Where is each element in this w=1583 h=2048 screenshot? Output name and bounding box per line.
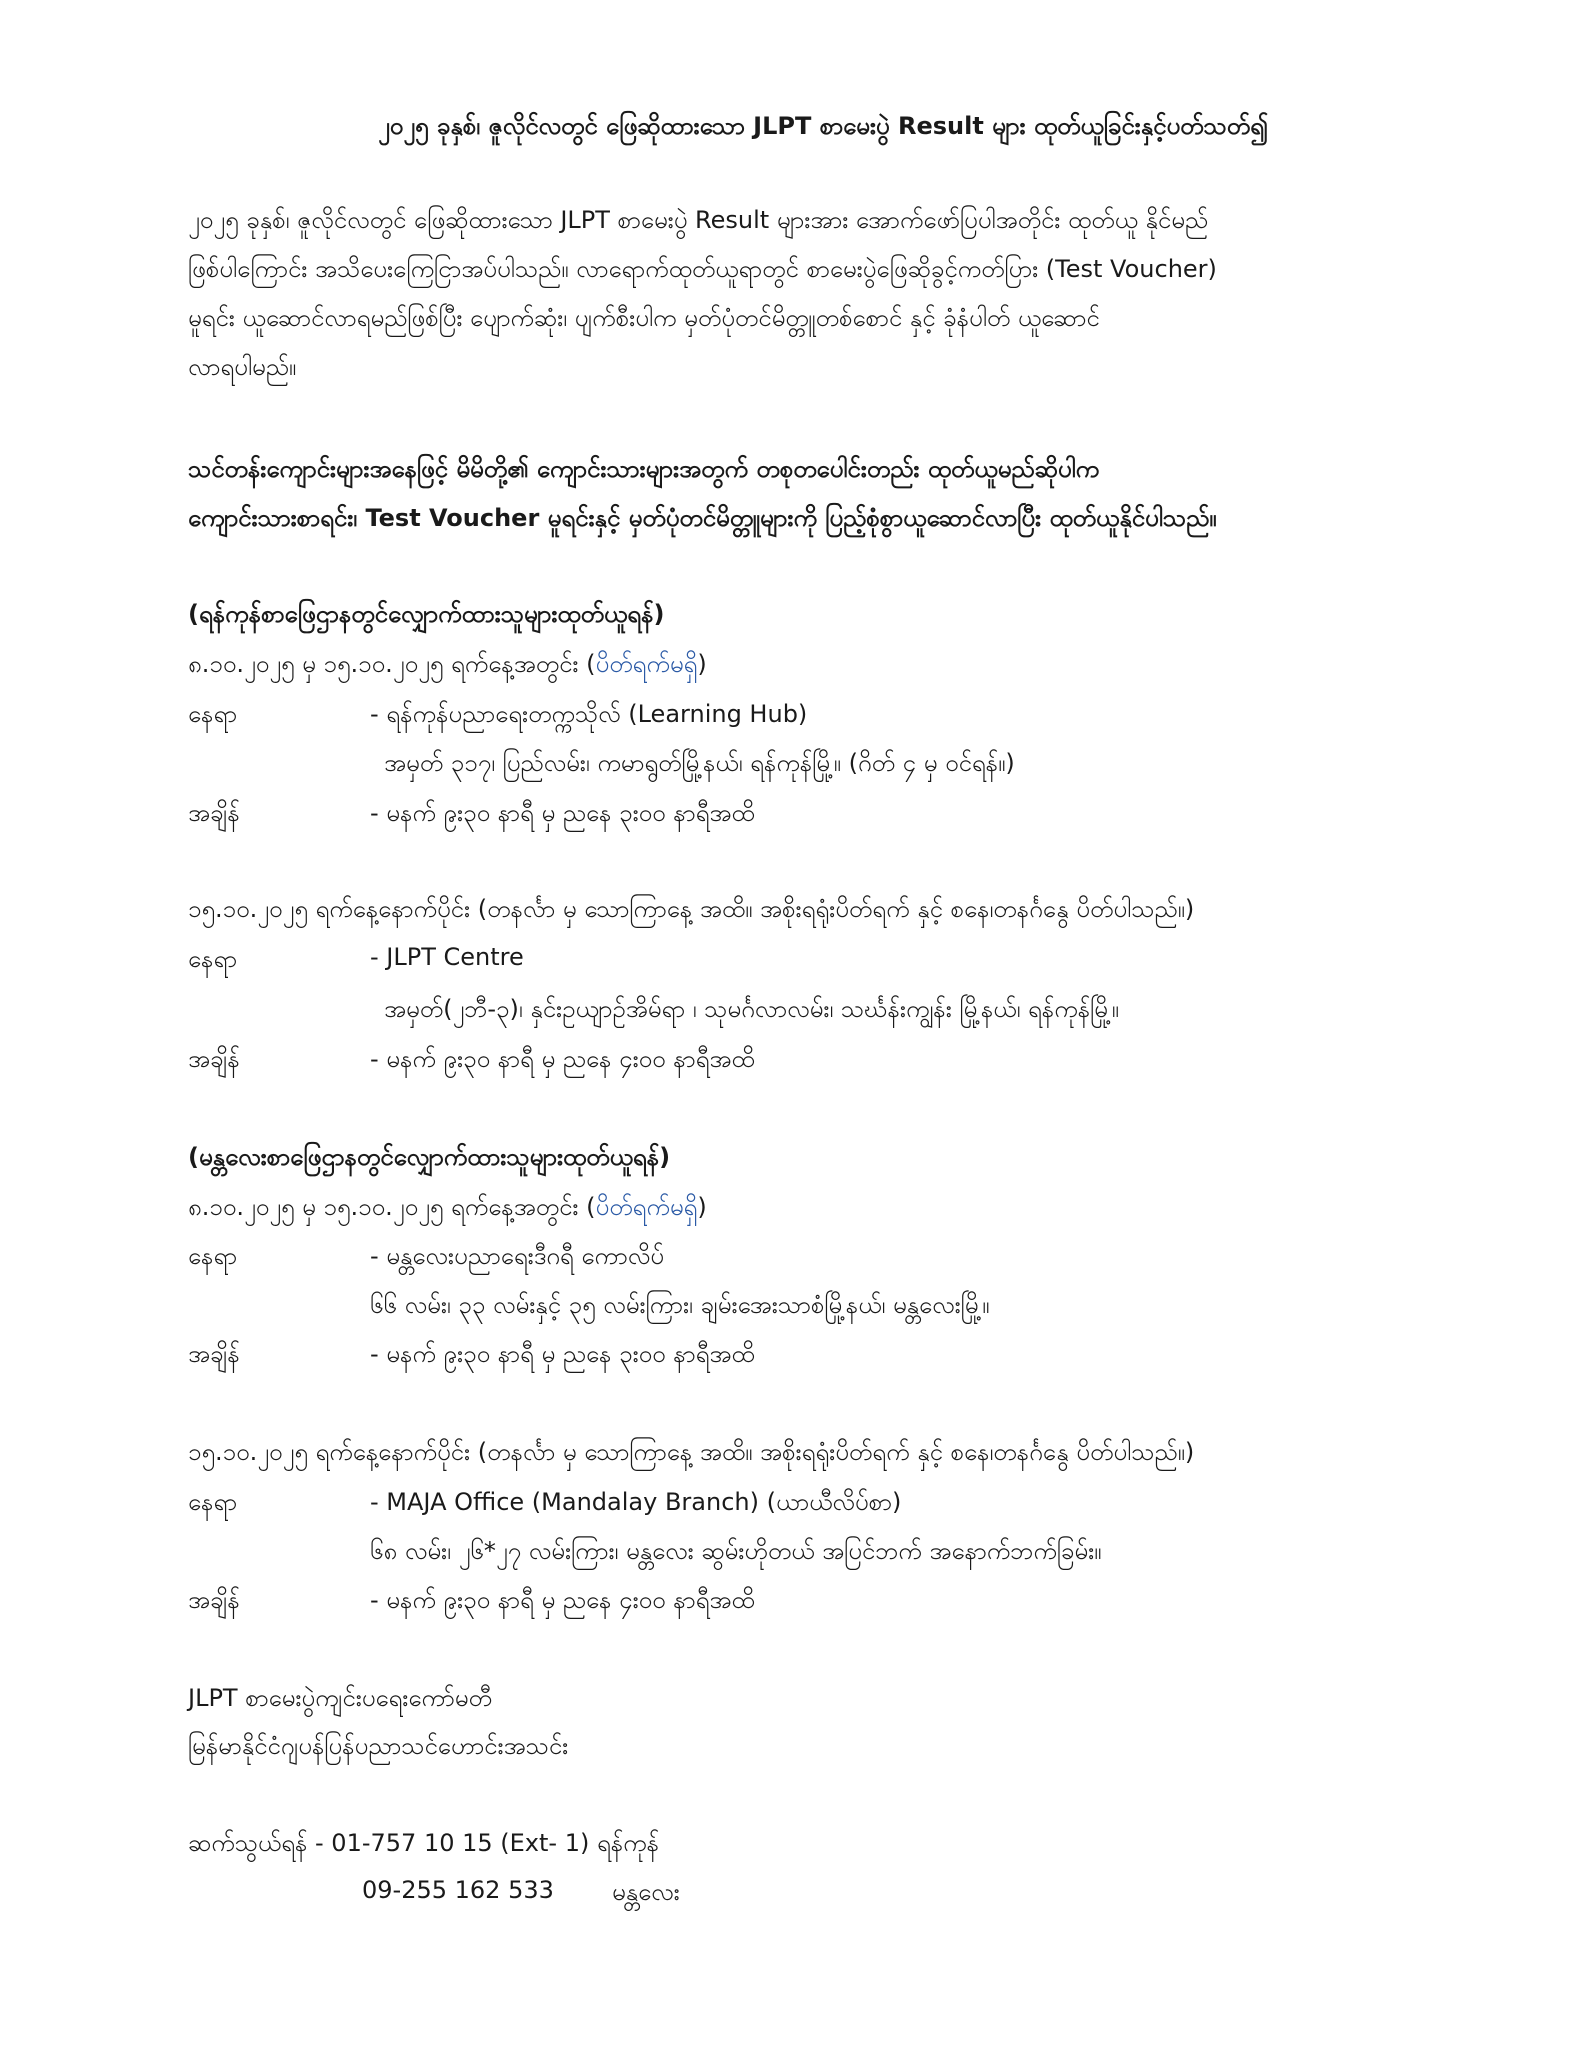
contact-phone-mandalay: 09-255 162 533	[362, 1876, 554, 1904]
address-value: ၆၈ လမ်း၊ ၂၆*၂၇ လမ်းကြား၊ မန္တလေး ဆွမ်းဟိုတယ် အပြင်ဘက် အနောက်ဘက်ခြမ်း။	[370, 1537, 1102, 1565]
time-label: အချိန်	[188, 1045, 240, 1073]
notice-paragraph	[188, 445, 1458, 543]
contact-line-yangon: ဆက်သွယ်ရန် - 01-757 10 15 (Ext- 1) ရန်ကုန်	[188, 1829, 660, 1857]
committee-name: JLPT စာမေးပွဲကျင်းပရေးကော်မတီ	[188, 1684, 492, 1712]
mandalay-heading: (မန္တလေးစာဖြေဌာနတွင်လျှောက်ထားသူများထုတ်ယူရန်)	[188, 1143, 671, 1171]
dates-text: ၈.၁၀.၂၀၂၅ မှ ၁၅.၁၀.၂၀၂၅ ရက်နေ့အတွင်း (	[188, 1193, 596, 1221]
notice-line: သင်တန်းကျောင်းများအနေဖြင့် မိမိတို့၏ ကျောင်းသားများအတွက် တစုတပေါင်းတည်း ထုတ်ယူမည်ဆိုပါက	[188, 455, 1100, 483]
time-value: - မနက် ၉း၃၀ နာရီ မှ ညနေ ၃း၀၀ နာရီအထိ	[370, 1340, 755, 1368]
place-value: - MAJA Office (Mandalay Branch) (ယာယီလိပ်စာ)	[370, 1488, 902, 1516]
intro-paragraph	[188, 196, 1458, 392]
paren-close: )	[697, 1193, 707, 1221]
address-value: အမှတ် ၃၁၇၊ ပြည်လမ်း၊ ကမာရွတ်မြို့နယ်၊ ရန်ကုန်မြို့။ (ဂိတ် ၄ မှ ဝင်ရန်။)	[384, 749, 1015, 777]
notice-line: ကျောင်းသားစာရင်း၊ Test Voucher မူရင်းနှင့် မှတ်ပုံတင်မိတ္တူများကို ပြည့်စုံစွာယူဆောင်လာပြီး ထုတ်ယူနိုင်ပါသည်။	[188, 504, 1217, 532]
place-label: နေရာ	[188, 700, 238, 728]
dates-text: ၈.၁၀.၂၀၂၅ မှ ၁၅.၁၀.၂၀၂၅ ရက်နေ့အတွင်း (	[188, 650, 596, 678]
time-label: အချိန်	[188, 1586, 240, 1614]
time-value: - မနက် ၉း၃၀ နာရီ မှ ညနေ ၄း၀၀ နာရီအထိ	[370, 1586, 755, 1614]
paren-close: )	[697, 650, 707, 678]
intro-line: လာရပါမည်။	[188, 353, 297, 381]
document-title: ၂၀၂၅ ခုနှစ်၊ ဇူလိုင်လတွင် ဖြေဆိုထားသော JLPT စာမေးပွဲ Result များ ထုတ်ယူခြင်းနှင့်ပတ်သတ်၍	[377, 112, 1269, 140]
time-label: အချိန်	[188, 1340, 240, 1368]
address-value: ၆၆ လမ်း၊ ၃၃ လမ်းနှင့် ၃၅ လမ်းကြား၊ ချမ်းအေးသာစံမြို့နယ်၊ မန္တလေးမြို့။	[370, 1291, 990, 1319]
intro-line: ၂၀၂၅ ခုနှစ်၊ ဇူလိုင်လတွင် ဖြေဆိုထားသော JLPT စာမေးပွဲ Result များအား အောက်ဖော်ပြပါအတိုင်း ထုတ်ယူ နိုင်မည်	[188, 206, 1209, 234]
place-label: နေရာ	[188, 1488, 238, 1516]
intro-line: ဖြစ်ပါကြောင်း အသိပေးကြေငြာအပ်ပါသည်။ လာရောက်ထုတ်ယူရာတွင် စာမေးပွဲဖြေဆိုခွင့်ကတ်ပြား (Test Voucher)	[188, 255, 1217, 283]
place-value: - ရန်ကုန်ပညာရေးတက္ကသိုလ် (Learning Hub)	[370, 700, 808, 728]
time-label: အချိန်	[188, 799, 240, 827]
place-value: - JLPT Centre	[370, 943, 524, 971]
yangon-period1-dates	[188, 648, 707, 684]
place-value: - မန္တလေးပညာရေးဒီဂရီ ကောလိပ်	[370, 1242, 664, 1270]
place-label: နေရာ	[188, 1242, 238, 1270]
association-name: မြန်မာနိုင်ငံဂျပန်ပြန်ပညာသင်ဟောင်းအသင်း	[188, 1732, 569, 1760]
mandalay-period1-dates	[188, 1191, 707, 1227]
yangon-period2-dates: ၁၅.၁၀.၂၀၂၅ ရက်နေ့နောက်ပိုင်း (တနင်္လာ မှ သောကြာနေ့ အထိ။ အစိုးရရုံးပိတ်ရက် နှင့် စနေ၊တနင်္ဂနွေ ပိတ်ပါသည်။)	[188, 895, 1195, 923]
address-value: အမှတ်(၂ဘီ-၃)၊ နှင်းဥယျာဥ်အိမ်ရာ ၊ သုမင်္ဂလာလမ်း၊ သင်္ဃန်းကျွန်း မြို့နယ်၊ ရန်ကုန်မြို့။	[384, 995, 1119, 1023]
no-holiday-link[interactable]: ပိတ်ရက်မရှိ	[595, 650, 698, 678]
no-holiday-link[interactable]: ပိတ်ရက်မရှိ	[595, 1193, 698, 1221]
mandalay-period2-dates: ၁၅.၁၀.၂၀၂၅ ရက်နေ့နောက်ပိုင်း (တနင်္လာ မှ သောကြာနေ့ အထိ။ အစိုးရရုံးပိတ်ရက် နှင့် စနေ၊တနင်္ဂနွေ ပိတ်ပါသည်။)	[188, 1438, 1195, 1466]
yangon-heading: (ရန်ကုန်စာဖြေဌာနတွင်လျှောက်ထားသူများထုတ်ယူရန်)	[188, 600, 665, 628]
intro-line: မူရင်း ယူဆောင်လာရမည်ဖြစ်ပြီး ပျောက်ဆုံး၊ ပျက်စီးပါက မှတ်ပုံတင်မိတ္တူတစ်စောင် နှင့် ခုံနံပါတ် ယူဆောင်	[188, 304, 1100, 332]
time-value: - မနက် ၉း၃၀ နာရီ မှ ညနေ ၃း၀၀ နာရီအထိ	[370, 799, 755, 827]
place-label: နေရာ	[188, 945, 238, 973]
time-value: - မနက် ၉း၃၀ နာရီ မှ ညနေ ၄း၀၀ နာရီအထိ	[370, 1045, 755, 1073]
contact-city-mandalay: မန္တလေး	[612, 1878, 680, 1906]
